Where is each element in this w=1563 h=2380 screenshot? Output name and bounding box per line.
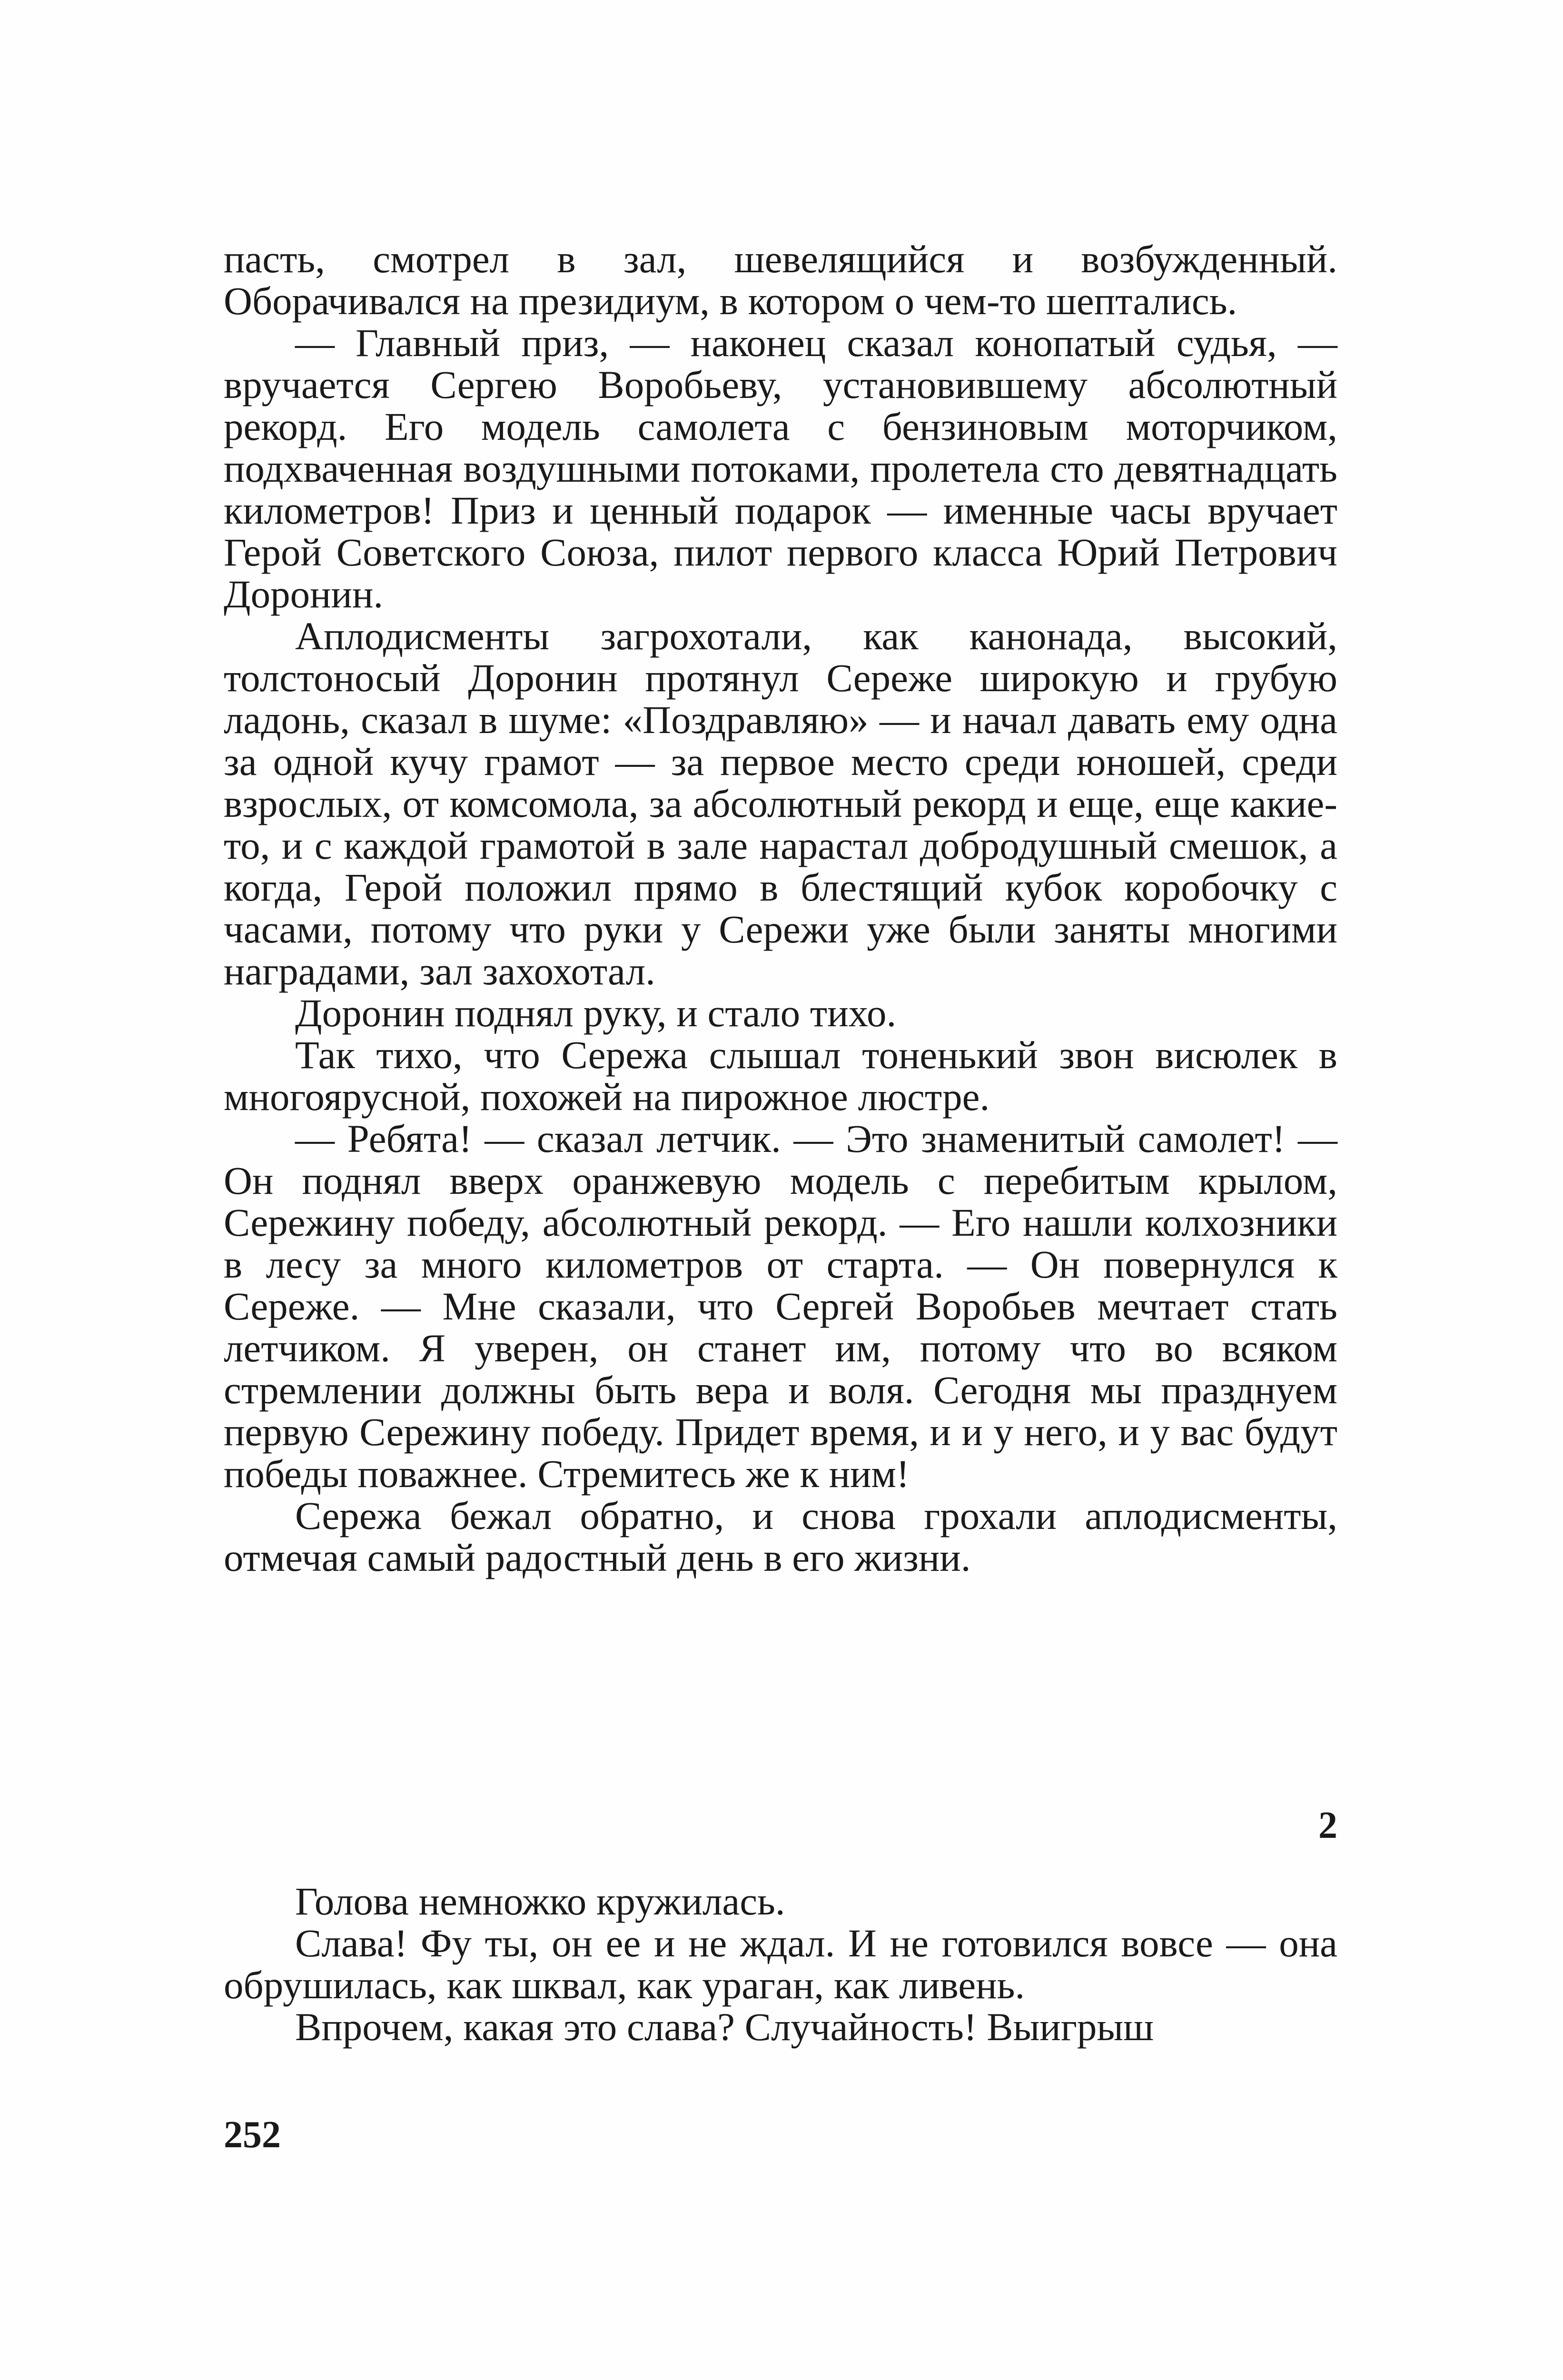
paragraph-judge-speech: — Главный приз, — наконец сказал конопатый судья, — вручается Сергею Воробьеву, установившему абсолютный рекорд. Его модель самолета с бензиновым моторчиком, подхваченная воздушными потоками, пролетела сто девятнадцать километров! Приз и ценный подарок — именные часы вручает Герой Советского Союза, пилот первого класса Юрий Петрович Доронин. (224, 321, 1337, 616)
paragraph-run-back: Сережа бежал обратно, и снова грохали аплодисменты, отмечая самый радостный день в его жизни. (224, 1494, 1337, 1579)
paragraph-applause: Аплодисменты загрохотали, как канонада, высокий, толстоносый Доронин протянул Сереже широкую и грубую ладонь, сказал в шуме: «Поздравляю» — и начал давать ему одна за одной кучу грамот — за первое место среди юношей, среди взрослых, от комсомола, за абсолютный рекорд и еще, еще какие-то, и с каждой грамотой в зале нарастал добродушный смешок, а когда, Герой положил прямо в блестящий кубок коробочку с часами, потому что руки у Сережи уже были заняты многими наградами, зал захохотал. (224, 614, 1337, 993)
page-number: 252 (224, 2114, 281, 2156)
paragraph-dizzy: Голова немножко кружилась. (295, 1879, 785, 1923)
main-text-block (224, 238, 1337, 1578)
chapter-two-text-block (224, 1880, 1337, 2048)
paragraph-pilot-speech: — Ребята! — сказал летчик. — Это знаменитый самолет! — Он поднял вверх оранжевую модель с перебитым крылом, Сережину победу, абсолютный рекорд. — Его нашли колхозники в лесу за много километров от старта. — Он повернулся к Сереже. — Мне сказали, что Сергей Воробьев мечтает стать летчиком. Я уверен, он станет им, потому что во всяком стремлении должны быть вера и воля. Сегодня мы празднуем первую Сережину победу. Придет время, и и у него, и у вас будут победы поважнее. Стремитесь же к ним! (224, 1117, 1337, 1496)
chapter-number: 2 (1318, 1805, 1337, 1846)
paragraph-chance: Впрочем, какая это слава? Случайность! Выигрыш (295, 2005, 1154, 2049)
paragraph-silence: Доронин поднял руку, и стало тихо. (295, 991, 897, 1035)
paragraph-glory: Слава! Фу ты, он ее и не ждал. И не готовился вовсе — она обрушилась, как шквал, как ураган, как ливень. (224, 1921, 1337, 2007)
paragraph-continued: пасть, смотрел в зал, шевелящийся и возбужденный. Оборачивался на президиум, в котором о чем-то шептались. (224, 237, 1337, 323)
paragraph-chandelier: Так тихо, что Сережа слышал тоненький звон висюлек в многоярусной, похожей на пирожное люстре. (224, 1033, 1337, 1119)
